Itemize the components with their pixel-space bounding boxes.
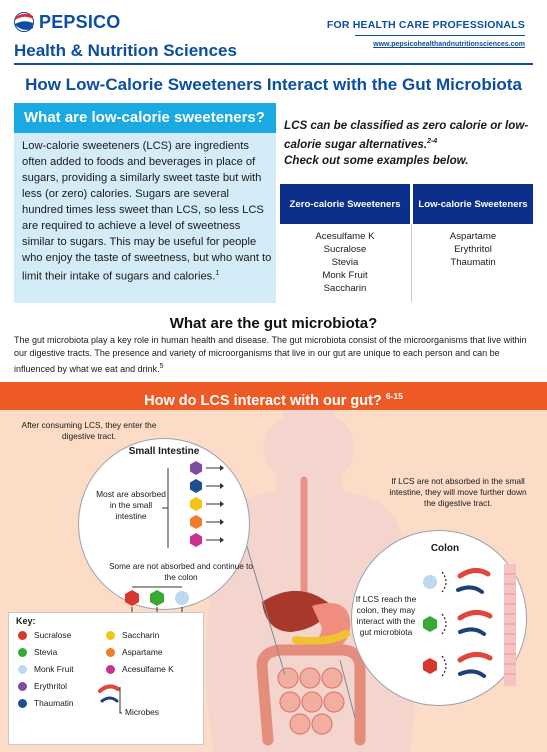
page-title: How Low-Calorie Sweeteners Interact with the Gut Microbiota	[25, 75, 522, 94]
lcs-body-ref: 1	[215, 270, 220, 277]
gut-body	[14, 334, 538, 376]
interaction-arc	[442, 572, 446, 592]
interaction-heading	[0, 382, 547, 410]
key-label: Aspartame	[122, 647, 163, 657]
thaumatin-dot	[18, 699, 27, 708]
list-item: Stevia	[331, 257, 359, 268]
brand-name: PEPSICO	[39, 11, 121, 32]
list-item: Monk Fruit	[322, 270, 368, 281]
low-calorie-list	[413, 230, 533, 269]
key-item-sucralose	[18, 630, 71, 640]
lcs-body-text: Low-calorie sweeteners (LCS) are ingredients often added to foods and beverages in place of sugars, providing a similarly sweet taste but with less (or zero) calories. Sugars are several hundred times less sweet than LCS, so less LCS are required to achieve a level of sweetness similar to sugars. This may be useful for people who enjoy the taste of sweetness, but who want to limit their intake of sugars and calories.	[22, 140, 272, 283]
microbe-navy	[458, 587, 482, 592]
zero-calorie-list	[280, 230, 410, 295]
absorbed-molecules	[160, 458, 226, 556]
microbes-key-icon	[98, 683, 122, 723]
acesulfame-k-dot	[106, 665, 115, 674]
aspartame-dot	[106, 648, 115, 657]
key-label: Monk Fruit	[34, 664, 74, 674]
molecule-acesulfame-k	[190, 533, 224, 547]
microbe-red	[460, 570, 488, 576]
gut-body-ref: 5	[159, 363, 164, 370]
gut-heading: What are the gut microbiota?	[169, 315, 378, 332]
pepsi-globe-icon	[14, 12, 34, 32]
molecule-thaumatin	[190, 479, 224, 493]
molecule-stevia	[423, 616, 437, 632]
key-label: Saccharin	[122, 630, 160, 640]
key-item-acesulfame-k	[106, 664, 174, 674]
classification-intro	[284, 118, 534, 153]
table-divider	[411, 224, 412, 302]
molecule-monk-fruit	[423, 575, 437, 589]
list-item: Erythritol	[454, 244, 492, 255]
website-link[interactable]: www.pepsicohealthandnutritionsciences.com	[373, 41, 525, 48]
interaction-heading-text: How do LCS interact with our gut?	[144, 392, 382, 409]
key-item-saccharin	[106, 630, 159, 640]
microbe-navy	[460, 671, 484, 676]
list-item: Thaumatin	[450, 257, 496, 268]
list-item: Acesulfame K	[315, 231, 375, 242]
list-item: Saccharin	[323, 283, 367, 294]
molecule-aspartame	[190, 515, 224, 529]
key-label: Sucralose	[34, 630, 72, 640]
interaction-heading-ref: 6-15	[385, 391, 403, 401]
interaction-arc	[442, 614, 446, 634]
erythritol-dot	[18, 682, 27, 691]
list-item: Sucralose	[323, 244, 367, 255]
key-label: Microbes	[125, 707, 159, 717]
zero-calorie-header: Zero-calorie Sweeteners	[280, 184, 410, 224]
interaction-arc	[442, 656, 446, 676]
pepsico-logo[interactable]	[14, 10, 164, 34]
molecule-erythritol	[190, 461, 224, 475]
brand-subtitle: Health & Nutrition Sciences	[14, 41, 237, 60]
microbe-red	[460, 612, 490, 618]
sucralose-dot	[18, 631, 27, 640]
key-title: Key:	[16, 616, 36, 626]
key-label: Thaumatin	[34, 698, 74, 708]
examples-prompt: Check out some examples below.	[284, 154, 469, 167]
colon-note: If LCS reach the colon, they may interact with the gut microbiota	[355, 594, 417, 637]
stevia-dot	[18, 648, 27, 657]
low-calorie-header: Low-calorie Sweeteners	[413, 184, 533, 224]
molecule-sucralose	[423, 658, 437, 674]
microbe-navy	[460, 629, 484, 634]
microbe-red	[460, 654, 490, 660]
monk-fruit-dot	[18, 665, 27, 674]
list-item: Aspartame	[449, 231, 497, 242]
after-consuming-text: After consuming LCS, they enter the digestive tract.	[21, 420, 157, 441]
colon-microbes-illustration	[420, 560, 524, 690]
not-absorbed-text: Some are not absorbed and continue to the colon	[109, 562, 253, 582]
most-absorbed-text: Most are absorbed in the small intestine	[96, 489, 166, 521]
key-label: Stevia	[34, 647, 58, 657]
key-label: Acesulfame K	[122, 664, 174, 674]
audience-label: FOR HEALTH CARE PROFESSIONALS	[326, 19, 525, 31]
lcs-body	[22, 138, 272, 285]
key-item-thaumatin	[18, 698, 74, 708]
small-intestine-title: Small Intestine	[128, 446, 200, 457]
key-item-monk-fruit	[18, 664, 74, 674]
key-item-aspartame	[106, 647, 163, 657]
saccharin-dot	[106, 631, 115, 640]
audience-rule	[355, 35, 525, 36]
gut-body-text: The gut microbiota play a key role in human health and disease. The gut microbiota consist of the microorganisms that live within our digestive tracts. The presence and variety of microorganisms that live in our gut are unique to each person and can be influenced by what we eat and drink.	[14, 335, 527, 374]
classification-intro-text: LCS can be classified as zero calorie or low-calorie sugar alternatives.	[284, 119, 529, 151]
key-item-erythritol	[18, 681, 67, 691]
molecule-saccharin	[190, 497, 224, 511]
classification-intro-ref: 2-4	[427, 138, 438, 145]
key-label: Erythritol	[34, 681, 68, 691]
colon-title: Colon	[430, 543, 460, 554]
not-absorbed-note: If LCS are not absorbed in the small intestine, they will move further down the digestive tract.	[389, 476, 527, 508]
header-divider	[14, 63, 533, 65]
key-item-stevia	[18, 647, 57, 657]
lcs-heading: What are low-calorie sweeteners?	[14, 103, 276, 133]
